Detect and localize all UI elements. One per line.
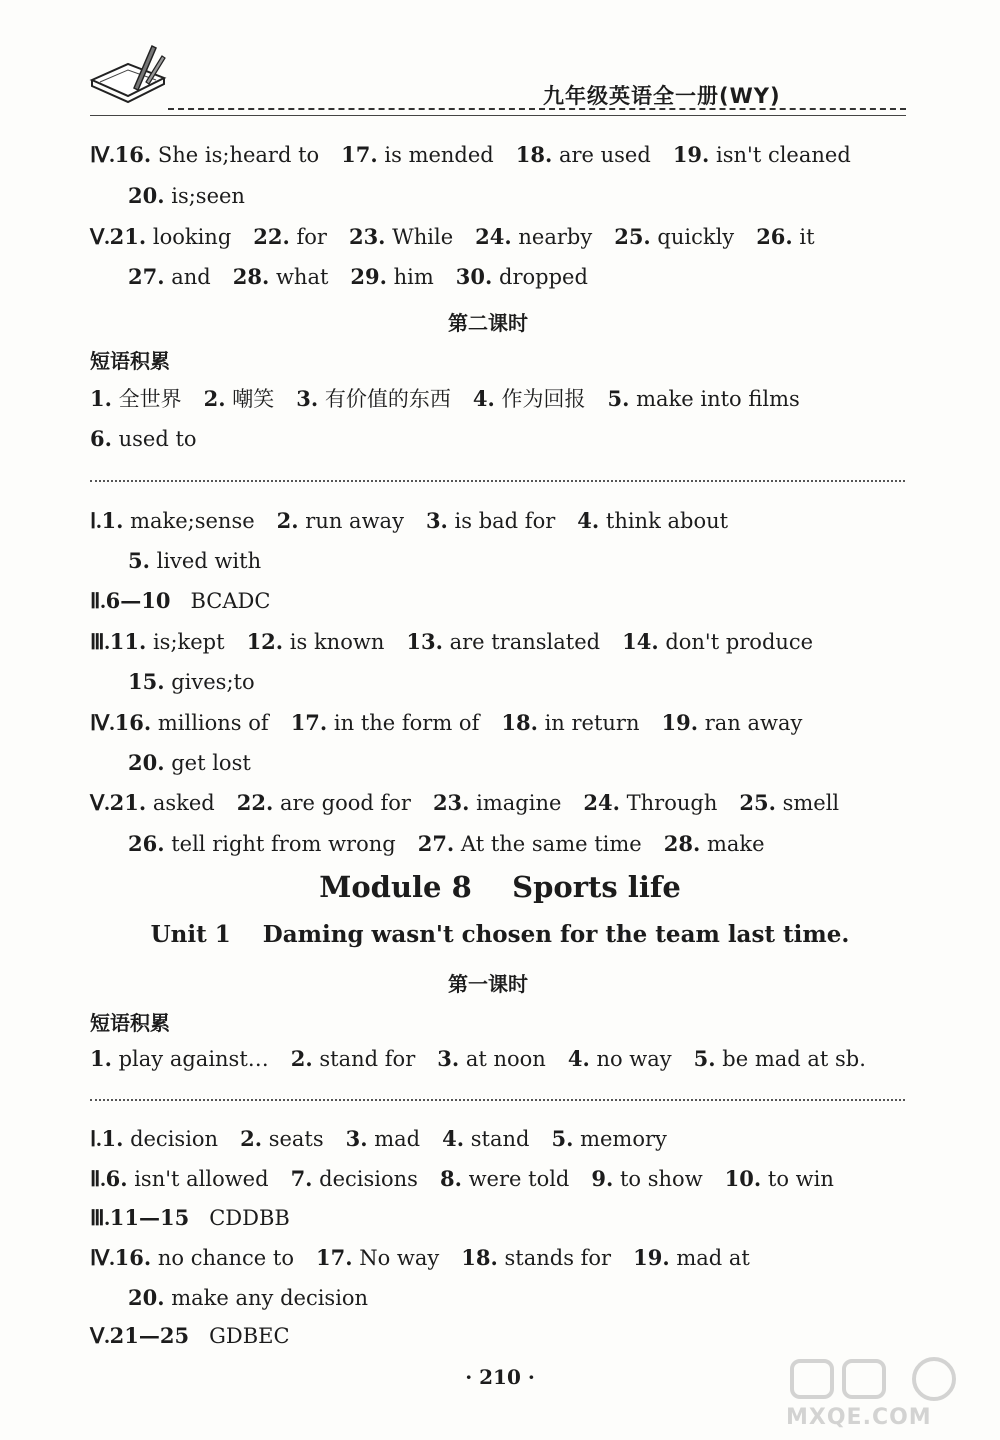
answer-text: mad: [367, 1127, 421, 1151]
answer-number: 3.: [345, 1126, 368, 1151]
answer-item: [115, 143, 320, 167]
answer-item: [614, 225, 734, 249]
answer-number: 18.: [461, 1245, 498, 1270]
answer-item: [110, 630, 225, 654]
answer-text: are translated: [442, 630, 601, 654]
answer-text: make any decision: [164, 1286, 369, 1310]
answer-item: [291, 711, 480, 735]
answer-text: make into films: [629, 387, 800, 411]
book-title: 九年级英语全一册(WY): [543, 84, 781, 108]
answer-item: [349, 225, 453, 249]
answer-line: [90, 710, 802, 736]
answer-number: 8.: [439, 1166, 462, 1191]
answer-line: [90, 386, 800, 412]
answer-number: 21.: [109, 790, 147, 815]
answer-number: 2.: [240, 1126, 263, 1151]
answer-item: [233, 265, 329, 289]
answer-text: 全世界: [111, 387, 182, 411]
answer-text: stand: [464, 1127, 530, 1151]
answer-number: 26.: [128, 831, 165, 856]
answer-number: 24.: [583, 790, 620, 815]
answer-item: [608, 387, 800, 411]
answer-item: [291, 1047, 415, 1071]
answer-number: 1.: [90, 1046, 112, 1071]
answer-item: [475, 225, 592, 249]
answer-number: 21—25: [109, 1323, 190, 1348]
answer-item: [240, 1127, 324, 1151]
answer-item: [350, 265, 433, 289]
roman-numeral: Ⅳ.: [90, 143, 115, 167]
answer-number: 22.: [236, 790, 274, 815]
answer-text: millions of: [151, 711, 269, 735]
answer-number: 6.: [105, 1166, 128, 1191]
answer-text: memory: [573, 1127, 667, 1151]
answer-number: 29.: [350, 264, 387, 289]
answer-item: [433, 791, 561, 815]
answer-number: 1.: [101, 508, 124, 533]
answer-item: [296, 387, 451, 411]
answer-text: him: [386, 265, 434, 289]
answer-item: [128, 1286, 368, 1310]
answer-item: [128, 832, 396, 856]
answer-item: [128, 670, 255, 694]
answer-number: 3.: [296, 386, 319, 411]
answer-item: [128, 184, 245, 208]
answer-item: [341, 143, 494, 167]
answer-item: [664, 832, 765, 856]
answer-item: [756, 225, 814, 249]
answer-text: play against…: [111, 1047, 269, 1071]
answer-text: are used: [552, 143, 651, 167]
answer-text: to win: [761, 1167, 834, 1191]
answer-number: 7.: [290, 1166, 313, 1191]
answer-text: don't produce: [658, 630, 814, 654]
answer-text: mad at: [669, 1246, 750, 1270]
answer-number: 5.: [128, 548, 150, 573]
answer-item: [90, 387, 182, 411]
answer-text: is;kept: [146, 630, 225, 654]
answer-text: imagine: [469, 791, 562, 815]
answer-text: in return: [537, 711, 640, 735]
answer-number: 3.: [425, 508, 448, 533]
answer-text: stands for: [497, 1246, 612, 1270]
answer-item: [90, 427, 197, 451]
answer-text: at noon: [459, 1047, 546, 1071]
answer-text: no way: [589, 1047, 672, 1071]
answer-item: [662, 711, 803, 735]
answer-text: smell: [775, 791, 840, 815]
answer-text: BCADC: [170, 589, 271, 613]
answer-number: 12.: [246, 629, 284, 654]
answer-number: 13.: [406, 629, 443, 654]
answer-line: [128, 183, 245, 209]
answer-line: [128, 669, 255, 695]
answer-number: 14.: [622, 629, 659, 654]
answer-line: [90, 508, 728, 534]
answer-number: 19.: [661, 710, 699, 735]
answer-item: [106, 589, 271, 613]
roman-numeral: Ⅰ.: [90, 1127, 102, 1151]
answer-text: She is;heard to: [151, 143, 320, 167]
answer-number: 20.: [128, 1285, 165, 1310]
roman-numeral: Ⅲ.: [90, 1206, 110, 1230]
answer-text: for: [289, 225, 327, 249]
notebook-pencil-icon: [86, 42, 176, 104]
answer-number: 4.: [472, 386, 495, 411]
answer-item: [461, 1246, 611, 1270]
answer-number: 24.: [475, 224, 512, 249]
answer-text: seats: [262, 1127, 324, 1151]
answer-number: 22.: [253, 224, 290, 249]
answer-item: [473, 387, 586, 411]
answer-line: [90, 629, 813, 655]
answer-line: [90, 142, 851, 168]
answer-item: [673, 143, 851, 167]
answer-text: CDDBB: [189, 1206, 290, 1230]
answer-text: asked: [146, 791, 215, 815]
lesson-heading: 第一课时: [448, 972, 528, 996]
answer-line: [128, 750, 251, 776]
answer-number: 2.: [290, 1046, 313, 1071]
answer-item: [110, 791, 215, 815]
answer-item: [101, 509, 254, 533]
answer-text: 作为回报: [494, 387, 586, 411]
answer-text: make: [700, 832, 765, 856]
answer-number: 26.: [756, 224, 793, 249]
answer-number: 21.: [109, 224, 147, 249]
answer-number: 30.: [455, 264, 493, 289]
roman-numeral: Ⅳ.: [90, 1246, 115, 1270]
answer-item: [237, 791, 411, 815]
answer-text: GDBEC: [189, 1324, 290, 1348]
answer-item: [501, 711, 639, 735]
unit-title: Unit 1 Daming wasn't chosen for the team last time.: [150, 921, 850, 948]
dotted-divider: [90, 480, 905, 482]
answer-text: quickly: [650, 225, 735, 249]
answer-item: [128, 265, 211, 289]
roman-numeral: Ⅲ.: [90, 630, 110, 654]
answer-number: 4.: [577, 508, 600, 533]
answer-text: At the same time: [454, 832, 642, 856]
answer-item: [583, 791, 717, 815]
answer-number: 18.: [501, 710, 538, 735]
answer-text: looking: [146, 225, 232, 249]
answer-number: 20.: [128, 183, 165, 208]
answer-text: decisions: [312, 1167, 418, 1191]
answer-number: 25.: [614, 224, 651, 249]
answer-line: [90, 790, 839, 816]
answer-line: [128, 548, 261, 574]
answer-number: 5.: [551, 1126, 574, 1151]
answer-item: [128, 549, 261, 573]
answer-item: [437, 1047, 546, 1071]
answer-item: [115, 1246, 294, 1270]
roman-numeral: Ⅴ.: [90, 1324, 110, 1348]
answer-text: make;sense: [123, 509, 255, 533]
answer-text: gives;to: [164, 670, 255, 694]
answer-number: 1.: [101, 1126, 124, 1151]
answer-text: decision: [123, 1127, 219, 1151]
answer-number: 1.: [90, 386, 112, 411]
answer-item: [551, 1127, 666, 1151]
answer-item: [725, 1167, 834, 1191]
answer-number: 27.: [128, 264, 165, 289]
answer-number: 16.: [114, 1245, 152, 1270]
answer-number: 19.: [672, 142, 710, 167]
answer-text: While: [385, 225, 454, 249]
section-heading: 短语积累: [90, 1011, 170, 1035]
answer-number: 4.: [442, 1126, 465, 1151]
answer-text: it: [792, 225, 815, 249]
answer-number: 16.: [114, 142, 152, 167]
answer-text: Through: [619, 791, 718, 815]
answer-item: [115, 711, 269, 735]
answer-number: 27.: [417, 831, 455, 856]
header-rule-thin: [90, 115, 906, 116]
answer-line: [128, 1285, 368, 1311]
answer-number: 3.: [437, 1046, 460, 1071]
roman-numeral: Ⅴ.: [90, 791, 110, 815]
answer-text: 有价值的东西: [318, 387, 451, 411]
answer-item: [694, 1047, 866, 1071]
answer-number: 10.: [724, 1166, 762, 1191]
answer-number: 18.: [515, 142, 553, 167]
answer-line: [90, 224, 815, 250]
answer-item: [440, 1167, 569, 1191]
answer-item: [739, 791, 839, 815]
answer-item: [406, 630, 600, 654]
answer-item: [110, 225, 232, 249]
answer-item: [253, 225, 327, 249]
answer-text: No way: [352, 1246, 440, 1270]
answer-text: stand for: [312, 1047, 416, 1071]
answer-number: 11.: [109, 629, 147, 654]
answer-line: [90, 1323, 290, 1349]
answer-text: think about: [599, 509, 729, 533]
answer-text: lived with: [149, 549, 262, 573]
answer-text: ran away: [698, 711, 803, 735]
answer-item: [516, 143, 651, 167]
answer-number: 4.: [567, 1046, 590, 1071]
answer-text: is bad for: [447, 509, 556, 533]
answer-number: 9.: [591, 1166, 614, 1191]
answer-item: [90, 1047, 269, 1071]
watermark-text: MXQE.COM: [786, 1405, 932, 1430]
answer-item: [426, 509, 555, 533]
answer-line: [90, 1046, 866, 1072]
roman-numeral: Ⅱ.: [90, 589, 106, 613]
answer-item: [291, 1167, 418, 1191]
answer-line: [90, 1126, 667, 1152]
answer-text: dropped: [492, 265, 588, 289]
answer-text: are good for: [273, 791, 411, 815]
answer-item: [277, 509, 404, 533]
section-heading: 短语积累: [90, 349, 170, 373]
answer-item: [456, 265, 588, 289]
answer-item: [204, 387, 275, 411]
answer-item: [101, 1127, 218, 1151]
answer-number: 20.: [128, 750, 165, 775]
answer-item: [633, 1246, 750, 1270]
answer-number: 28.: [232, 264, 270, 289]
watermark-logo-icon: [784, 1355, 984, 1403]
answer-number: 17.: [341, 142, 378, 167]
answer-number: 5.: [693, 1046, 716, 1071]
answer-line: [90, 426, 197, 452]
answer-text: what: [269, 265, 329, 289]
module-title: Module 8 Sports life: [319, 870, 681, 904]
answer-number: 17.: [290, 710, 328, 735]
header-rule: [168, 108, 906, 110]
answer-item: [316, 1246, 439, 1270]
answer-text: 嘲笑: [225, 387, 275, 411]
answer-text: run away: [298, 509, 404, 533]
answer-item: [442, 1127, 529, 1151]
answer-text: used to: [111, 427, 197, 451]
answer-number: 6.: [90, 426, 112, 451]
page-number: · 210 ·: [465, 1365, 535, 1389]
answer-text: get lost: [164, 751, 251, 775]
answer-line: [128, 831, 765, 857]
answer-text: and: [164, 265, 211, 289]
answer-number: 17.: [315, 1245, 353, 1270]
answer-number: 16.: [114, 710, 152, 735]
answer-number: 28.: [663, 831, 701, 856]
answer-line: [128, 264, 588, 290]
watermark: [780, 1355, 990, 1435]
roman-numeral: Ⅴ.: [90, 225, 110, 249]
answer-line: [90, 1166, 834, 1192]
answer-number: 2.: [203, 386, 226, 411]
answer-number: 25.: [739, 790, 776, 815]
answer-number: 23.: [432, 790, 470, 815]
answer-item: [110, 1206, 290, 1230]
answer-text: isn't allowed: [127, 1167, 269, 1191]
answer-line: [90, 1205, 290, 1231]
answer-item: [568, 1047, 672, 1071]
answer-number: 5.: [607, 386, 630, 411]
answer-text: in the form of: [327, 711, 480, 735]
answer-text: tell right from wrong: [164, 832, 396, 856]
dotted-divider: [90, 1099, 905, 1101]
answer-number: 6—10: [105, 588, 171, 613]
answer-line: [90, 588, 270, 614]
answer-text: be mad at sb.: [715, 1047, 866, 1071]
answer-number: 11—15: [109, 1205, 190, 1230]
answer-item: [346, 1127, 421, 1151]
answer-line: [90, 1245, 750, 1271]
answer-item: [591, 1167, 702, 1191]
answer-item: [418, 832, 642, 856]
answer-item: [106, 1167, 269, 1191]
answer-number: 19.: [633, 1245, 670, 1270]
answer-item: [110, 1324, 290, 1348]
lesson-heading: 第二课时: [448, 311, 528, 335]
answer-text: were told: [461, 1167, 570, 1191]
answer-text: isn't cleaned: [709, 143, 851, 167]
answer-text: nearby: [511, 225, 593, 249]
answer-item: [247, 630, 385, 654]
answer-number: 2.: [276, 508, 299, 533]
answer-text: to show: [613, 1167, 703, 1191]
answer-number: 15.: [128, 669, 165, 694]
answer-item: [622, 630, 813, 654]
answer-text: is mended: [377, 143, 494, 167]
answer-text: is;seen: [164, 184, 245, 208]
answer-text: is known: [283, 630, 385, 654]
roman-numeral: Ⅱ.: [90, 1167, 106, 1191]
answer-text: no chance to: [151, 1246, 294, 1270]
answer-number: 23.: [348, 224, 386, 249]
roman-numeral: Ⅰ.: [90, 509, 102, 533]
roman-numeral: Ⅳ.: [90, 711, 115, 735]
answer-item: [577, 509, 728, 533]
answer-item: [128, 751, 251, 775]
